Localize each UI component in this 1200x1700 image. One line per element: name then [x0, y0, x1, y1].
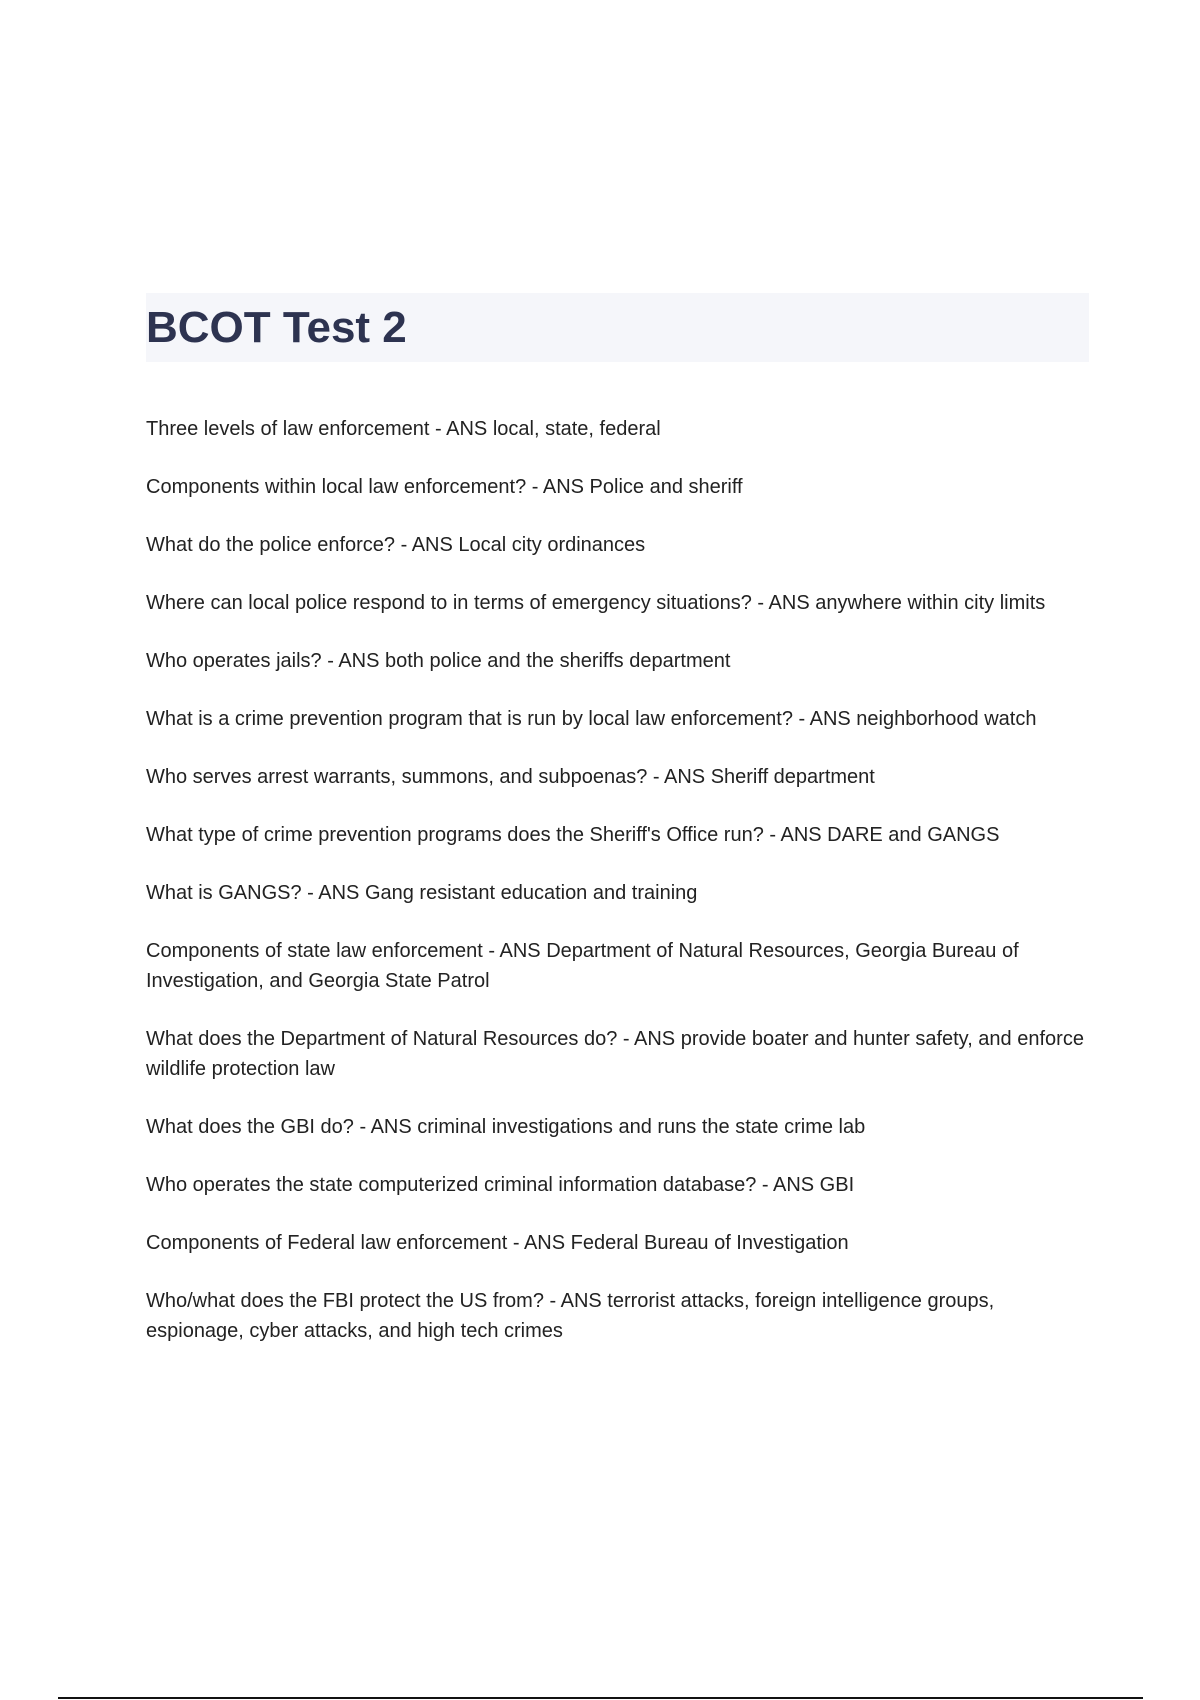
qa-item-14: Components of Federal law enforcement - ANS Federal Bureau of Investigation	[146, 1232, 849, 1254]
qa-item-13: Who operates the state computerized criminal information database? - ANS GBI	[146, 1174, 855, 1196]
qa-item-3: What do the police enforce? - ANS Local city ordinances	[146, 534, 646, 556]
qa-item-2: Components within local law enforcement? - ANS Police and sheriff	[146, 476, 743, 498]
qa-item-6: What is a crime prevention program that is run by local law enforcement? - ANS neighborhood watch	[146, 708, 1037, 730]
qa-item-1: Three levels of law enforcement - ANS local, state, federal	[146, 418, 661, 440]
qa-item-10: Components of state law enforcement - ANS Department of Natural Resources, Georgia Bureau of Investigation, and Georgia State Patrol	[146, 940, 1019, 992]
footer-divider	[58, 1697, 1143, 1699]
qa-item-12: What does the GBI do? - ANS criminal investigations and runs the state crime lab	[146, 1116, 866, 1138]
title-band	[146, 293, 1089, 362]
document-title: BCOT Test 2	[146, 303, 407, 352]
qa-item-7: Who serves arrest warrants, summons, and subpoenas? - ANS Sheriff department	[146, 766, 875, 788]
qa-item-9: What is GANGS? - ANS Gang resistant education and training	[146, 882, 698, 904]
qa-item-5: Who operates jails? - ANS both police and the sheriffs department	[146, 650, 731, 672]
qa-item-15: Who/what does the FBI protect the US from? - ANS terrorist attacks, foreign intelligence groups, espionage, cyber attacks, and high tech crimes	[146, 1290, 995, 1342]
qa-item-8: What type of crime prevention programs does the Sheriff's Office run? - ANS DARE and GANGS	[146, 824, 1000, 846]
qa-list	[146, 414, 1086, 1374]
qa-item-11: What does the Department of Natural Resources do? - ANS provide boater and hunter safety, and enforce wildlife protection law	[146, 1028, 1084, 1080]
qa-item-4: Where can local police respond to in terms of emergency situations? - ANS anywhere within city limits	[146, 592, 1046, 614]
